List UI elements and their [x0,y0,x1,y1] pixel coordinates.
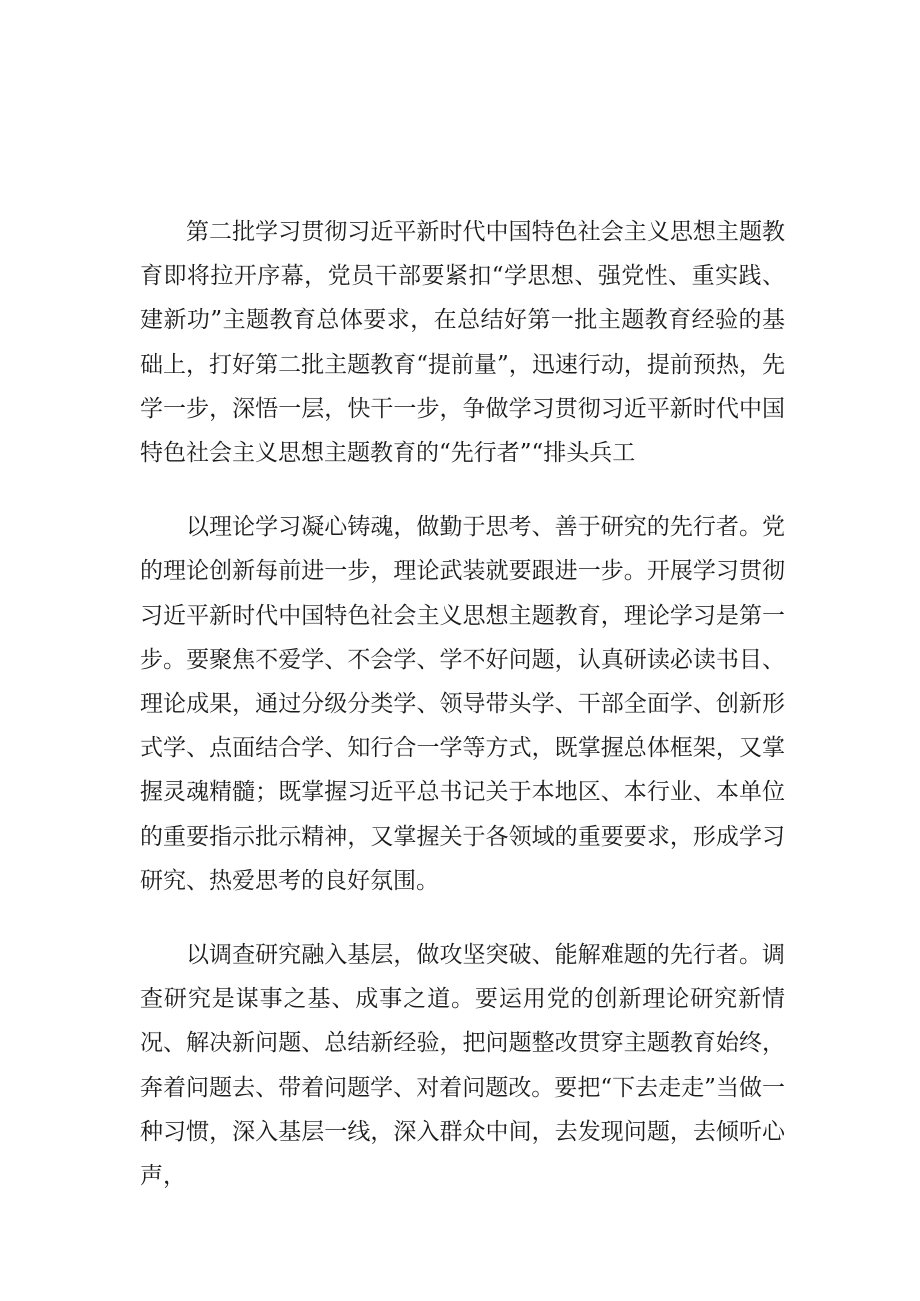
paragraph-investigation: 以调查研究融入基层，做攻坚突破、能解难题的先行者。调查研究是谋事之基、成事之道。要运用党的创新理论研究新情况、解决新问题、总结新经验，把问题整改贯穿主题教育始终，奔着问题去、带着问题学、对着问题改。要把“下去走走”当做一种习惯，深入基层一线，深入群众中间，去发现问题，去倾听心声， [140,942,785,1190]
paragraph-theory-study: 以理论学习凝心铸魂，做勤于思考、善于研究的先行者。党的理论创新每前进一步，理论武装就要跟进一步。开展学习贯彻习近平新时代中国特色社会主义思想主题教育，理论学习是第一步。要聚焦不爱学、不会学、学不好问题，认真研读必读书目、理论成果，通过分级分类学、领导带头学、干部全面学、创新形式学、点面结合学、知行合一学等方式，既掌握总体框架，又掌握灵魂精髓；既掌握习近平总书记关于本地区、本行业、本单位的重要指示批示精神，又掌握关于各领域的重要要求，形成学习研究、热爱思考的良好氛围。 [140,514,785,894]
paragraph-intro: 第二批学习贯彻习近平新时代中国特色社会主义思想主题教育即将拉开序幕，党员干部要紧扣“学思想、强党性、重实践、建新功”主题教育总体要求，在总结好第一批主题教育经验的基础上，打好第二批主题教育“提前量”，迅速行动，提前预热，先学一步，深悟一层，快干一步，争做学习贯彻习近平新时代中国特色社会主义思想主题教育的“先行者”“排头兵工 [140,219,785,467]
document-body [140,210,785,1228]
